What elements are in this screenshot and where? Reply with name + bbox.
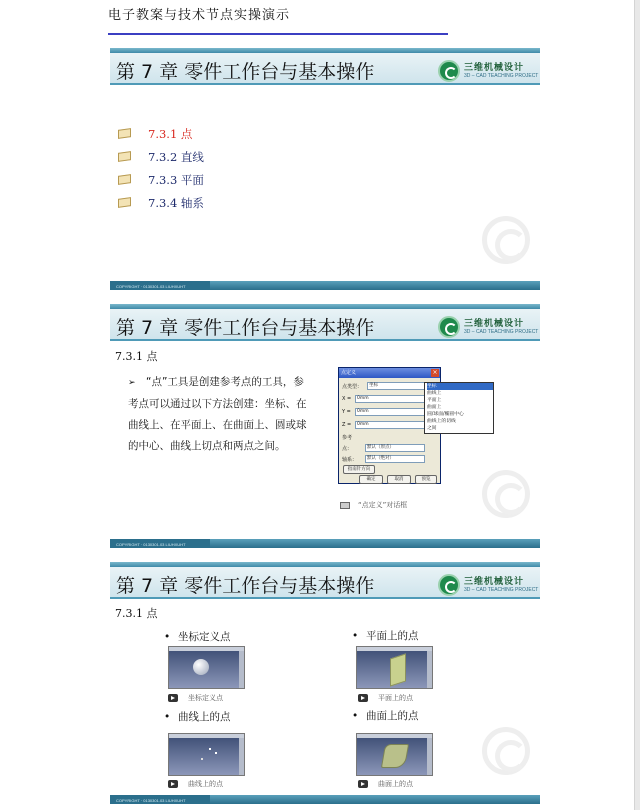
- footer-copyright: COPYRIGHT · 0130301.03 LIUHXUHT: [116, 542, 186, 547]
- brand-logo: [438, 315, 539, 341]
- video-icon: [358, 780, 368, 788]
- ref-point-field[interactable]: 默认（原点）: [365, 444, 425, 452]
- dropdown-option[interactable]: 曲面上: [427, 405, 442, 410]
- cancel-button[interactable]: 取消: [387, 475, 411, 484]
- thumb-menubar: [357, 647, 433, 651]
- thumb-menubar: [169, 647, 245, 651]
- slide-footer: [110, 539, 540, 548]
- ok-button[interactable]: 确定: [359, 475, 383, 484]
- item-label: 平面上的点: [366, 630, 419, 642]
- slide-3: [110, 562, 540, 804]
- y-label: Y =: [342, 409, 351, 415]
- dropdown-option[interactable]: 圆/球面/椭圆中心: [427, 412, 464, 417]
- plane-shape: [390, 653, 406, 686]
- dropdown-option[interactable]: 曲线上的切线: [427, 419, 456, 424]
- point-type-label: 点类型：: [342, 384, 363, 390]
- thumb-menubar: [169, 734, 245, 738]
- dropdown-option[interactable]: 坐标: [427, 383, 493, 390]
- logo-icon: [438, 316, 460, 338]
- thumb-toolbar: [427, 738, 432, 776]
- slide-title-bar: [110, 567, 540, 599]
- envelope-icon: [118, 151, 131, 162]
- logo-text-cn: 三维机械设计: [464, 63, 525, 73]
- caption-text: 曲面上的点: [378, 780, 413, 788]
- header-rule: [108, 33, 448, 35]
- close-icon[interactable]: ×: [432, 369, 438, 376]
- dropdown-option[interactable]: 之间: [427, 426, 437, 431]
- bullet-icon: •: [352, 710, 359, 722]
- toc-item-label: 7.3.2 直线: [148, 150, 204, 164]
- logo-icon: [438, 60, 460, 82]
- slide-title: 第 7 章 零件工作台与基本操作: [116, 61, 375, 83]
- item-label: 曲线上的点: [178, 711, 231, 723]
- toc-item-label: 7.3.3 平面: [148, 173, 204, 187]
- video-icon: [168, 694, 178, 702]
- video-caption: [358, 779, 413, 789]
- video-thumbnail[interactable]: [356, 733, 433, 776]
- item-point-on-curve: [164, 709, 231, 724]
- page-scrollbar[interactable]: [634, 0, 640, 810]
- bullet-icon: •: [164, 711, 171, 723]
- video-icon: [168, 780, 178, 788]
- caption-text: “点定义”对话框: [358, 501, 408, 509]
- reference-label: 参考: [342, 435, 353, 441]
- surface-shape: [381, 744, 409, 768]
- section-heading: 7.3.1 点: [115, 607, 158, 620]
- x-field[interactable]: 0mm: [355, 395, 425, 403]
- bullet-icon: •: [352, 630, 359, 642]
- preview-button[interactable]: 预览: [415, 475, 437, 484]
- toc-item-label: 7.3.4 轴系: [148, 196, 204, 210]
- logo-text-en: 3D – CAD TEACHING PROJECT: [464, 329, 539, 335]
- sphere-shape: [193, 659, 209, 675]
- z-label: Z =: [342, 422, 352, 428]
- figure-caption: [340, 500, 407, 510]
- logo-text-en: 3D – CAD TEACHING PROJECT: [464, 587, 539, 593]
- brand-logo: [438, 59, 539, 85]
- watermark-logo-icon: [482, 470, 530, 518]
- watermark-logo-icon: [482, 216, 530, 264]
- item-label: 曲面上的点: [366, 710, 419, 722]
- caption-text: 曲线上的点: [188, 780, 223, 788]
- section-heading: 7.3.1 点: [115, 350, 158, 363]
- axis-system-field[interactable]: 默认（绝对）: [365, 455, 425, 463]
- z-field[interactable]: 0mm: [355, 421, 425, 429]
- bullet-paragraph: [128, 372, 308, 457]
- brand-logo: [438, 573, 539, 599]
- slide-footer: [110, 281, 540, 290]
- logo-icon: [438, 574, 460, 596]
- point-type-dropdown[interactable]: [424, 382, 494, 434]
- x-label: X =: [342, 396, 352, 402]
- logo-text-en: 3D – CAD TEACHING PROJECT: [464, 73, 539, 79]
- video-thumbnail[interactable]: [168, 646, 245, 689]
- dialog-title: 点定义: [339, 368, 440, 378]
- point-type-select[interactable]: 坐标: [367, 382, 425, 390]
- item-label: 坐标定义点: [178, 631, 231, 643]
- bullet-text: “点”工具是创建参考点的工具，参考点可以通过以下方法创建：坐标、在曲线上、在平面上、在曲面上、圆或球的中心、曲线上切点和两点之间。: [128, 376, 307, 452]
- slide-title: 第 7 章 零件工作台与基本操作: [116, 575, 375, 597]
- logo-text-cn: 三维机械设计: [464, 319, 525, 329]
- video-icon: [358, 694, 368, 702]
- axis-system-label: 轴系：: [342, 457, 358, 463]
- ref-point-label: 点：: [342, 446, 353, 452]
- arrow-bullet-icon: ➢: [128, 378, 136, 388]
- thumb-toolbar: [427, 651, 432, 689]
- video-thumbnail[interactable]: [356, 646, 433, 689]
- envelope-icon: [118, 197, 131, 208]
- video-caption: [168, 779, 223, 789]
- slide-title: 第 7 章 零件工作台与基本操作: [116, 317, 375, 339]
- slide-2: [110, 304, 540, 548]
- video-caption: [358, 693, 413, 703]
- slide-title-bar: [110, 309, 540, 341]
- envelope-icon: [118, 128, 131, 139]
- slide-footer: [110, 795, 540, 804]
- item-point-on-plane: [352, 628, 419, 643]
- thumb-toolbar: [239, 651, 244, 689]
- video-caption: [168, 693, 223, 703]
- toc-item-label: 7.3.1 点: [148, 127, 193, 141]
- envelope-icon: [118, 174, 131, 185]
- dropdown-option[interactable]: 平面上: [427, 398, 442, 403]
- footer-copyright: COPYRIGHT · 0130301.03 LIUHXUHT: [116, 798, 186, 803]
- bullet-icon: •: [164, 631, 171, 643]
- thumb-menubar: [357, 734, 433, 738]
- curve-shape: [209, 748, 211, 750]
- footer-copyright: COPYRIGHT · 0130301.03 LIUHXUHT: [116, 284, 186, 289]
- image-icon: [340, 502, 350, 509]
- item-point-on-surface: [352, 708, 419, 723]
- slide-1: [110, 48, 540, 290]
- compass-direction-button[interactable]: 指南针方向: [343, 465, 375, 474]
- watermark-logo-icon: [482, 727, 530, 775]
- y-field[interactable]: 0mm: [355, 408, 425, 416]
- dropdown-option[interactable]: 曲线上: [427, 391, 442, 396]
- slide-title-bar: [110, 53, 540, 85]
- logo-text-cn: 三维机械设计: [464, 577, 525, 587]
- item-coordinate-point: [164, 629, 231, 644]
- thumb-toolbar: [239, 738, 244, 776]
- caption-text: 平面上的点: [378, 694, 413, 702]
- document-header: 电子教案与技术节点实操演示: [108, 8, 291, 23]
- caption-text: 坐标定义点: [188, 694, 223, 702]
- video-thumbnail[interactable]: [168, 733, 245, 776]
